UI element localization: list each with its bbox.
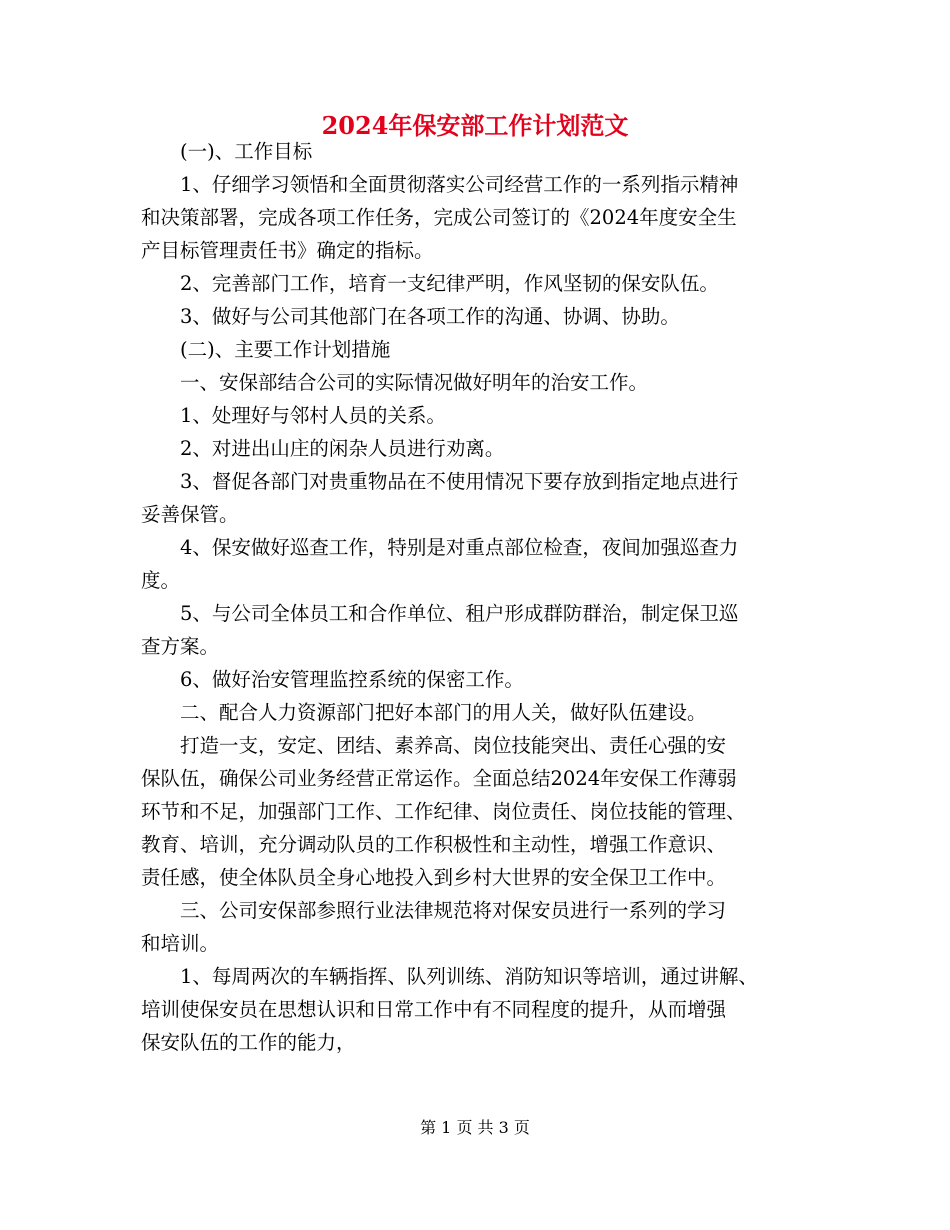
body-line: 度。 (141, 569, 181, 592)
body-line: 保队伍，确保公司业务经营正常运作。全面总结2024年安保工作薄弱 (141, 767, 737, 790)
body-line: 妥善保管。 (141, 503, 239, 526)
body-line: 三、公司安保部参照行业法律规范将对保安员进行一系列的学习 (180, 899, 727, 922)
body-line: 二、配合人力资源部门把好本部门的用人关，做好队伍建设。 (180, 701, 707, 724)
body-line: 2、完善部门工作，培育一支纪律严明，作风坚韧的保安队伍。 (180, 272, 719, 295)
body-line: 5、与公司全体员工和合作单位、租户形成群防群治，制定保卫巡 (180, 602, 739, 625)
body-line: 1、每周两次的车辆指挥、队列训练、消防知识等培训，通过讲解、 (180, 965, 758, 988)
body-line: 1、仔细学习领悟和全面贯彻落实公司经营工作的一系列指示精神 (180, 173, 739, 196)
body-line: (一)、工作目标 (180, 140, 313, 163)
body-line: 3、督促各部门对贵重物品在不使用情况下要存放到指定地点进行 (180, 470, 739, 493)
body-line: 教育、培训，充分调动队员的工作积极性和主动性，增强工作意识、 (141, 833, 727, 856)
body-line: 环节和不足，加强部门工作、工作纪律、岗位责任、岗位技能的管理、 (141, 800, 746, 823)
body-line: 4、保安做好巡查工作，特别是对重点部位检查，夜间加强巡查力 (180, 536, 739, 559)
body-line: 打造一支，安定、团结、素养高、岗位技能突出、责任心强的安 (180, 734, 727, 757)
document-title: 2024年保安部工作计划范文 (321, 111, 629, 140)
body-line: 产目标管理责任书》确定的指标。 (141, 239, 434, 262)
body-line: 一、安保部结合公司的实际情况做好明年的治安工作。 (180, 371, 649, 394)
body-line: 责任感，使全体队员全身心地投入到乡村大世界的安全保卫工作中。 (141, 866, 727, 889)
body-line: 培训使保安员在思想认识和日常工作中有不同程度的提升，从而增强 (141, 998, 727, 1021)
body-line: 和决策部署，完成各项工作任务，完成公司签订的《2024年度安全生 (141, 206, 737, 229)
body-line: 3、做好与公司其他部门在各项工作的沟通、协调、协助。 (180, 305, 680, 328)
body-line: 1、处理好与邻村人员的关系。 (180, 404, 446, 427)
body-line: 查方案。 (141, 635, 220, 658)
page-footer: 第 1 页 共 3 页 (420, 1118, 530, 1137)
document-body (141, 135, 821, 1059)
body-line: 保安队伍的工作的能力， (141, 1031, 356, 1054)
body-line: 和培训。 (141, 932, 220, 955)
body-line: (二)、主要工作计划措施 (180, 338, 391, 361)
body-line: 6、做好治安管理监控系统的保密工作。 (180, 668, 524, 691)
body-line: 2、对进出山庄的闲杂人员进行劝离。 (180, 437, 505, 460)
